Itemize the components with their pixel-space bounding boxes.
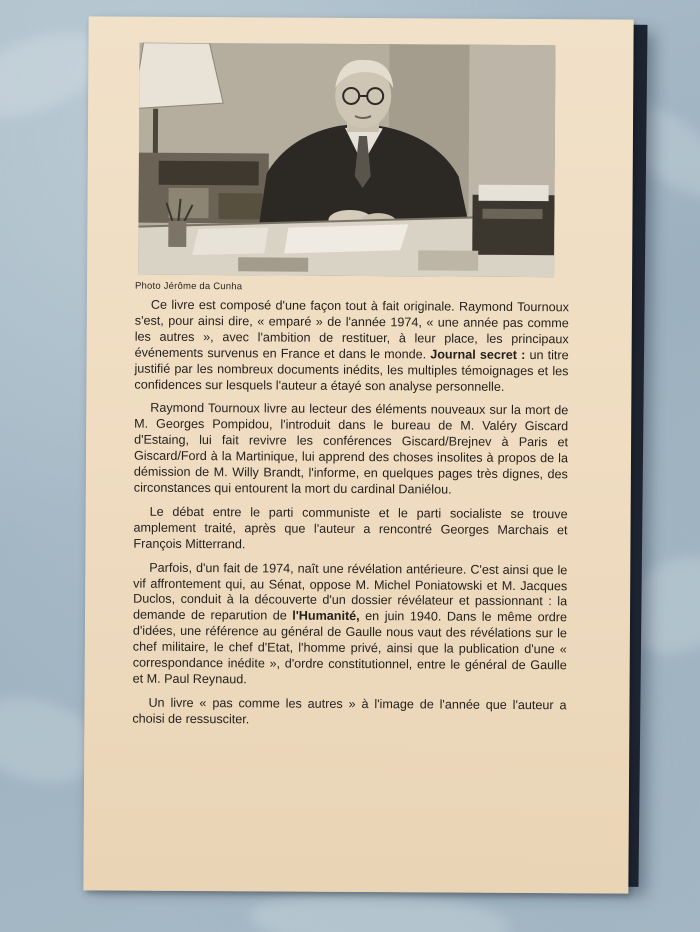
paragraph-1-text-a: Ce livre est composé d'une façon tout à fait originale. Raymond Tournoux s'est, pour ainsi dire, « emparé » de l'année 1974, « une année pas comme les autres », avec l'ambition de restituer, à leur place, les principaux événements survenus en France et dans le monde.	[134, 297, 569, 362]
paragraph-1	[134, 298, 569, 396]
journal-secret-title: Journal secret :	[430, 347, 526, 362]
paragraph-4	[133, 560, 568, 690]
author-photo	[138, 43, 555, 278]
photo-credit: Photo Jérôme da Cunha	[134, 280, 243, 293]
book-back-cover	[83, 16, 633, 893]
paragraph-4-text-a: Parfois, d'un fait de 1974, naît une révélation antérieure. C'est ainsi que le vif affrontement qui, au Sénat, oppose M. Michel Poniatowski et M. Jacques Duclos, conduit à la découverte d'un dossier révélateur et passionnant : la demande de reparution de	[132, 560, 568, 623]
paragraph-2: Raymond Tournoux livre au lecteur des éléments nouveaux sur la mort de M. Georges Pompidou, l'introduit dans le bureau de M. Valéry Giscard d'Estaing, lui fait revivre les conférences Giscard/Brejnev à Paris et Giscard/Ford à la Martinique, lui apprend des choses insolites à propos de la démission de M. Willy Brandt, l'informe, en quelques pages très dignes, des circonstances qui entourent la mort du cardinal Daniélou.	[133, 401, 569, 497]
paragraph-5: Un livre « pas comme les autres » à l'image de l'année que l'auteur a choisi de ressusciter.	[132, 695, 567, 727]
paragraph-4-text-c: en juin 1940. Dans le même ordre d'idées, une référence au général de Gaulle nous vaut des révélations sur le chef militaire, le chef d'Etat, l'homme privé, ainsi que la publication d'une « correspondance inédite », d'ordre constitutionnel, entre le général de Gaulle et M. Paul Reynaud.	[132, 609, 568, 687]
humanite-title: l'Humanité,	[292, 608, 360, 624]
author-photo-illustration	[138, 43, 555, 278]
blurb-text	[132, 298, 569, 738]
paragraph-3: Le débat entre le parti communiste et le parti socialiste se trouve amplement traité, après que l'auteur a rencontré Georges Marchais et François Mitterrand.	[133, 504, 568, 551]
paragraph-1-text-c: un titre justifié par les nombreux documents inédits, les multiples témoignages et les confidences sur lesquels l'auteur a étayé son analyse personnelle.	[134, 347, 569, 394]
